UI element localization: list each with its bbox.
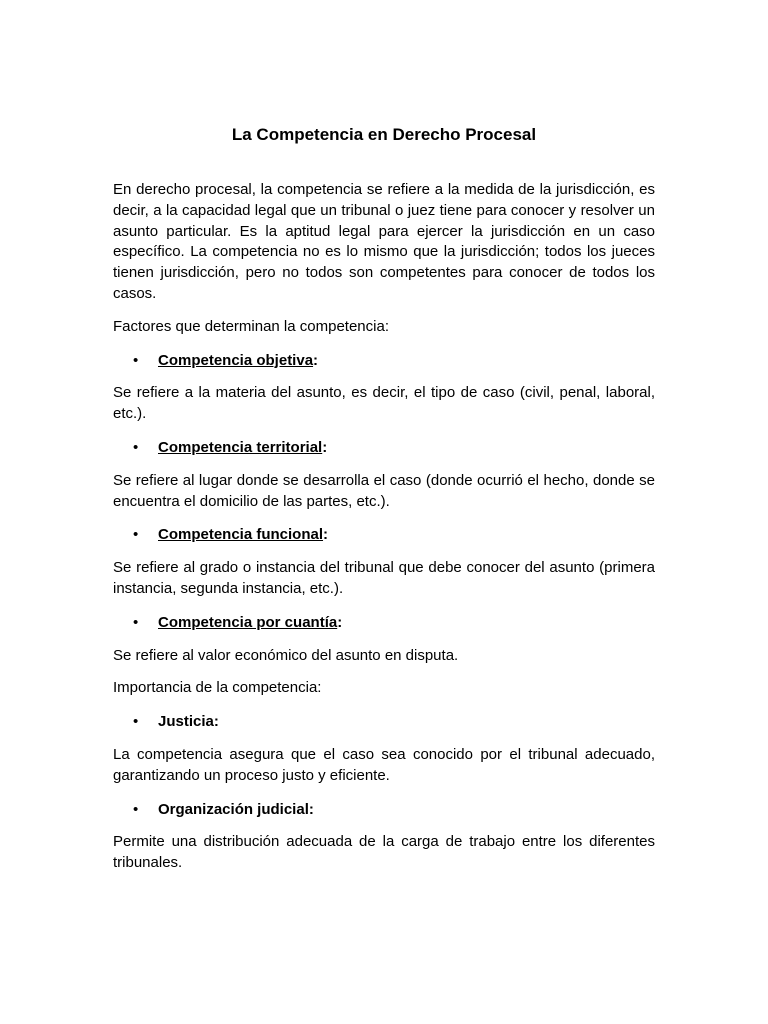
factor-description: Se refiere al valor económico del asunto en disputa. xyxy=(113,646,459,664)
importance-description: La competencia asegura que el caso sea conocido por el tribunal adecuado, garantizando un proceso justo y eficiente. xyxy=(113,745,655,784)
factor-description: Se refiere al lugar donde se desarrolla el caso (donde ocurrió el hecho, donde se encuentra el domicilio de las partes, etc.). xyxy=(113,471,655,510)
factor-suffix: : xyxy=(323,526,329,544)
importance-heading: Importancia de la competencia: xyxy=(113,679,322,697)
importance-organizacion-item xyxy=(113,800,655,821)
bullet-icon: • xyxy=(133,351,139,369)
factor-territorial-item xyxy=(113,438,655,459)
factor-funcional-item xyxy=(113,525,655,546)
bullet-icon: • xyxy=(133,613,139,631)
bullet-icon: • xyxy=(133,438,139,456)
bullet-icon: • xyxy=(133,713,139,731)
factor-suffix: : xyxy=(337,613,343,631)
factor-suffix: : xyxy=(322,438,328,456)
factor-objetiva-item xyxy=(113,351,655,372)
intro-paragraph: En derecho procesal, la competencia se refiere a la medida de la jurisdicción, es decir, a la capacidad legal que un tribunal o juez tiene para conocer y resolver un asunto particular. Es la aptitud legal para ejercer la jurisdicción en un caso específico. La competencia no es lo mismo que la jurisdicción; todos los jueces tienen jurisdicción, pero no todos son competentes para conocer de todos los casos. xyxy=(113,181,655,302)
bullet-icon: • xyxy=(133,800,139,818)
document-page xyxy=(113,0,655,874)
importance-justicia-item xyxy=(113,712,655,733)
factor-cuantia-item xyxy=(113,613,655,634)
factor-description: Se refiere a la materia del asunto, es decir, el tipo de caso (civil, penal, laboral, etc.). xyxy=(113,384,655,423)
document-title: La Competencia en Derecho Procesal xyxy=(231,125,537,144)
factors-heading: Factores que determinan la competencia: xyxy=(113,317,389,335)
factor-term: Competencia por cuantía xyxy=(158,613,338,631)
factor-suffix: : xyxy=(313,351,319,369)
importance-term: Justicia: xyxy=(158,713,219,731)
factor-description: Se refiere al grado o instancia del tribunal que debe conocer del asunto (primera instancia, segunda instancia, etc.). xyxy=(113,559,655,597)
importance-term: Organización judicial: xyxy=(158,800,314,818)
importance-description: Permite una distribución adecuada de la carga de trabajo entre los diferentes tribunales. xyxy=(113,833,655,872)
bullet-icon: • xyxy=(133,526,139,544)
factor-term: Competencia funcional xyxy=(158,526,324,544)
factor-term: Competencia objetiva xyxy=(158,351,314,369)
factor-term: Competencia territorial xyxy=(158,438,323,456)
